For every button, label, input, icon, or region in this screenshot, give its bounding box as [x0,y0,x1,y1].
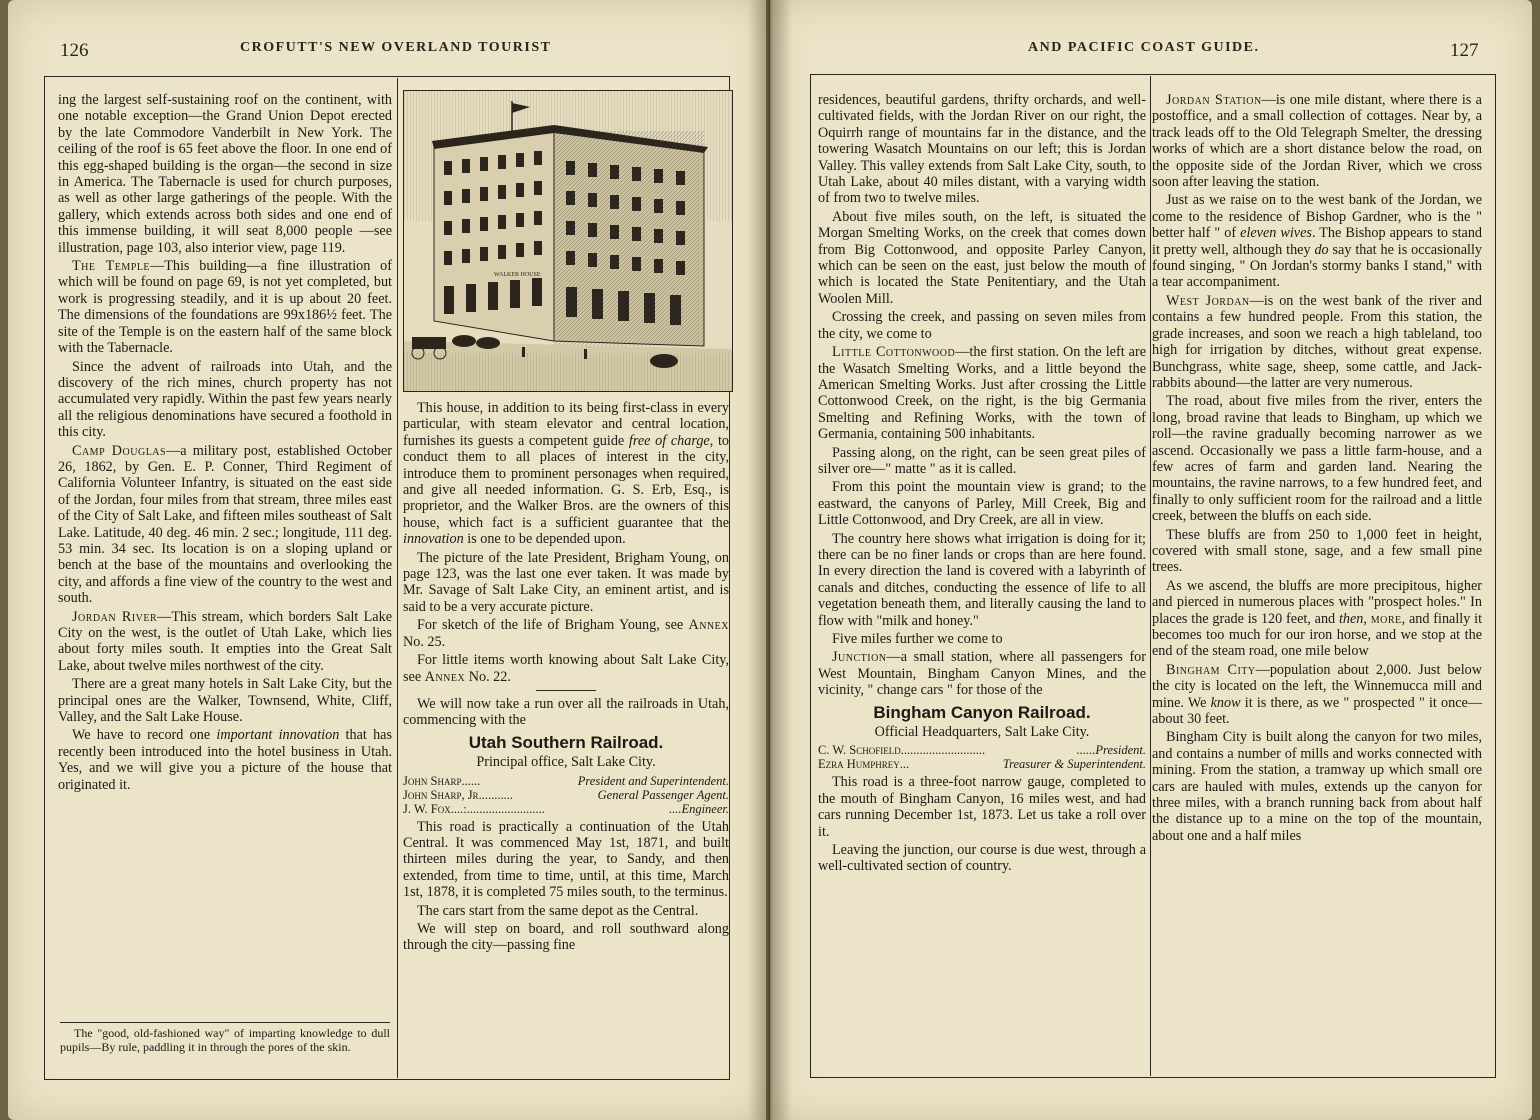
paragraph-bingham-city: Bingham City—population about 2,000. Just below the city is located on the left, the Winnemucca mill and mine. We know it is there, as we " prospected " it once—about 30 feet. [1152,661,1483,728]
paragraph: This road is a three-foot narrow gauge, completed to the mouth of Bingham Canyon, 16 miles west, and had cars running December 1st, 1873. Let us take a roll over it. [818,774,1146,840]
paragraph-camp-douglas: Camp Douglas—a military post, established October 26, 1862, by Gen. E. P. Conner, Third Regiment of California Volunteer Infantry, is situated on the east side of the Jordan, four miles from that stream, three miles east of the City of Salt Lake, and fifteen miles southeast of Salt Lake. Latitude, 40 deg. 46 min. 2 sec.; longitude, 111 deg. 53 min. 34 sec. Its location is on a sloping upland or bench at the base of the mountains and overlooking the city, and affords a fine view of the country to the west and south. [58,442,392,607]
left-page [8,0,766,1120]
paragraph-annex-22: For little items worth knowing about Salt Lake City, see Annex No. 22. [403,652,729,685]
railroad-title-utah-southern: Utah Southern Railroad. [468,732,664,752]
right-page [770,0,1532,1120]
paragraph: Since the advent of railroads into Utah, and the discovery of the rich mines, church property has not accumulated very rapidly. Within the past few years nearly all the religious denominations have secured a foothold in this city. [58,358,392,441]
officer-row: John Sharp, Jr........... General Passenger Agent. [403,787,729,802]
paragraph: We will step on board, and roll southward along through the city—passing fine [403,920,729,954]
book-gutter [748,0,792,1120]
paragraph: The picture of the late President, Brigham Young, on page 123, was the last one ever taken. It was made by Mr. Savage of Salt Lake City, an eminent artist, and is said to be a very accurate picture. [403,549,729,615]
railroad-title-bingham-canyon: Bingham Canyon Railroad. [873,702,1091,722]
officer-row: J. W. Fox....:......................... ....Engineer. [403,801,729,816]
paragraph: Crossing the creek, and passing on seven miles from the city, we come to [818,309,1146,342]
paragraph-walker-house: This house, in addition to its being first-class in every particular, with steam elevator and central location, furnishes its guests a competent guide free of charge, to conduct them to all places of interest in the city, introduce them to prominent personages when required, and give all needed information. G. S. Erb, Esq., is proprietor, and the Walker Bros. are the owners of this house, which fact is a sufficient guarantee that the innovation is one to be depended upon. [403,400,730,548]
paragraph-temple: The Temple—This building—a fine illustration of which will be found on page 69, is not yet completed, but work is progressing steadily, and it is up about 20 feet. The dimensions of the foundations are 99x186½ feet. The site of the Temple is on the eastern half of the same block with the Tabernacle. [58,258,392,357]
railroad-office: Official Headquarters, Salt Lake City. [874,724,1090,741]
paragraph: Leaving the junction, our course is due west, through a well-cultivated section of country. [818,842,1146,875]
section-divider [536,690,596,691]
paragraph: We have to record one important innovation that has recently been introduced into the hotel business in Utah. Yes, and we will give you a picture of the house that originated it. [58,727,392,793]
paragraph-annex-25: For sketch of the life of Brigham Young, see Annex No. 25. [403,617,729,650]
left-column-rule [397,78,398,1078]
paragraph: There are a great many hotels in Salt Lake City, but the principal ones are the Walker, Townsend, White, Cliff, Valley, and the Salt Lake House. [58,676,392,726]
officer-row: John Sharp...... President and Superintendent. [403,773,729,788]
paragraph: About five miles south, on the left, is situated the Morgan Smelting Works, on the creek that comes down from Big Cottonwood, and opposite Parley Canyon, which can be seen on the east, just below the mouth of which is located the State Penitentiary, and the Utah Woolen Mill. [818,208,1146,307]
left-column-1 [58,92,392,795]
officer-row: C. W. Schofield........................... ......President. [818,743,1146,758]
paragraph: We will now take a run over all the railroads in Utah, commencing with the [403,695,729,729]
paragraph: From this point the mountain view is grand; to the eastward, the canyons of Parley, Mill Creek, Big and Little Cottonwood, and Dry Creek, are all in view. [818,479,1146,529]
railroad-office: Principal office, Salt Lake City. [476,754,656,771]
right-page-number: 127 [1450,40,1479,61]
right-column-rule [1150,76,1151,1076]
footnote: The "good, old-fashioned way" of imparting knowledge to dull pupils—By rule, paddling it in through the pores of the skin. [60,1022,390,1054]
right-column-1 [818,92,1146,877]
paragraph-bishop-gardner: Just as we raise on to the west bank of the Jordan, we come to the residence of Bishop Gardner, who is the " better half " of eleven wives. The Bishop appears to stand it pretty well, although they do say that he is occasionally found singing, " On Jordan's stormy banks I stand," with a tear accompaniment. [1152,192,1483,291]
paragraph: The road, about five miles from the river, enters the long, broad ravine that leads to Bingham, up which we roll—the ravine gradually becoming narrower as we ascend. Occasionally we pass a little farm-house, and a few acres of farm and garden land. Nearing the mountains, the ravine narrows, to a few hundred feet, and finally to only sufficient room for the railroad and a little creek, between the bluffs on each side. [1152,393,1482,525]
paragraph: Passing along, on the right, can be seen great piles of silver ore—" matte " as it is called. [818,444,1146,477]
paragraph: The country here shows what irrigation is doing for it; there can be no finer lands or crops than are here found. In every direction the land is covered with a labyrinth of canals and ditches, conducting the essence of life to all vegetation beneath them, and literally causing the land to flow with "milk and honey." [818,530,1146,629]
paragraph: residences, beautiful gardens, thrifty orchards, and well-cultivated fields, with the Jordan River on our right, the Oquirrh range of mountains far in the distance, and the towering Wasatch Mountains on our left; this is Jordan Valley. This valley extends from Salt Lake City, south, to Utah Lake, about 40 miles distant, with a varying width of from two to twelve miles. [818,92,1146,207]
right-running-head: AND PACIFIC COAST GUIDE. [1028,40,1260,55]
paragraph: This road is practically a continuation of the Utah Central. It was commenced May 1st, 1871, and built thirteen miles during the year, to Sandy, and then extended, from time to time, until, at this time, March 1st, 1878, it is completed 75 miles south, to the terminus. [403,818,729,901]
left-page-number: 126 [60,40,89,61]
officer-row: Ezra Humphrey... Treasurer & Superintendent. [818,757,1146,772]
right-column-2 [1152,92,1482,846]
paragraph-jordan-station: Jordan Station—is one mile distant, where there is a postoffice, and a small collection of cottages. Near by, a track leads off to the Old Telegraph Smelter, the dressing works of which are a short distance below the road, on the opposite side of the Jordan River, which we cross soon after leaving the station. [1152,92,1482,191]
left-running-head: CROFUTT'S NEW OVERLAND TOURIST [240,40,552,55]
walker-house-engraving [403,90,733,392]
paragraph: Five miles further we come to [832,631,1003,647]
illustration-sign: WALKER HOUSE [494,272,541,278]
paragraph: As we ascend, the bluffs are more precipitous, higher and pierced in numerous places with "prospect holes." In places the grade is 120 feet, and then, more, and finally it becomes too much for our iron horse, and we stop at the end of the steam road, one mile below [1152,577,1483,660]
paragraph: The cars start from the same depot as the Central. [417,902,699,919]
paragraph: ing the largest self-sustaining roof on the continent, with one notable exception—the Grand Union Depot erected by the late Commodore Vanderbilt in New York. The ceiling of the roof is 65 feet above the floor. In one end of this egg-shaped building is the organ—the second in size in America. The Tabernacle is used for church purposes, as well as other large gatherings of the people. With the gallery, which extends across both sides and one end of this immense building, it will seat 8,000 people —see illustration, page 103, also interior view, page 119. [58,92,392,256]
paragraph: These bluffs are from 250 to 1,000 feet in height, covered with small stone, sage, and a few small pine trees. [1152,526,1482,576]
paragraph-west-jordan: West Jordan—is on the west bank of the river and contains a few hundred people. From this station, the grade increases, and soon we reach a high tableland, too high for irrigation by ditches, without great expense. Bunchgrass, white sage, sheep, some cattle, and Jack-rabbits abound—the latter are very numerous. [1152,292,1483,391]
paragraph-little-cottonwood: Little Cottonwood—the first station. On the left are the Wasatch Smelting Works, and a little beyond the American Smelting Works. Just after crossing the Little Cottonwood Creek, on the right, is the big Germania Smelting and Refining Works, with the town of Germania, containing 500 inhabitants. [818,344,1146,443]
paragraph-junction: Junction—a small station, where all passengers for West Mountain, Bingham Canyon Mines, and the vicinity, " change cars " for those of the [818,649,1146,699]
paragraph-jordan-river: Jordan River—This stream, which borders Salt Lake City on the west, is the outlet of Utah Lake, which lies about forty miles south. It empties into the Great Salt Lake, about twelve miles northwest of the city. [58,608,392,674]
left-column-2 [403,400,729,956]
paragraph: Bingham City is built along the canyon for two miles, and contains a number of mills and works connected with mining. From the station, a tramway up which small ore cars are hauled with mules, extends up the canyon for three miles, with a branch running back from about half the distance up to a mine on the top of the mountain, about one and a half miles [1152,729,1482,844]
